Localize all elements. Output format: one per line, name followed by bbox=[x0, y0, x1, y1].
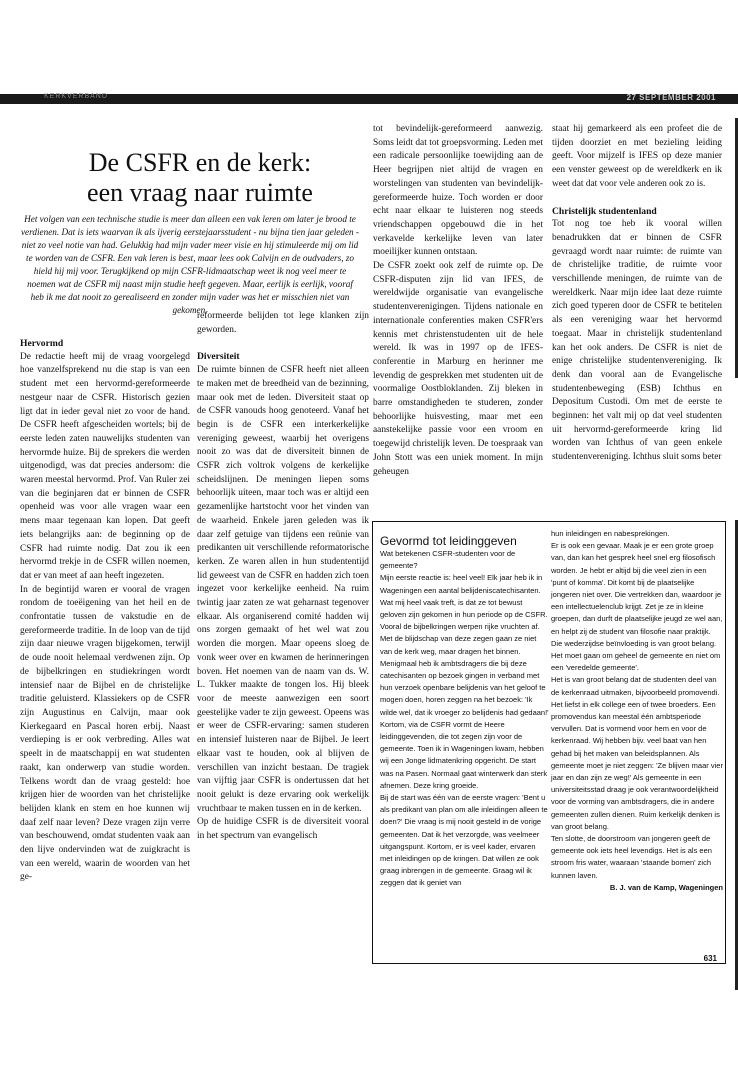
sidebar-text: Het is van groot belang dat de studenten deel van de kerkenraad uitmaken, bijvoorbeeld promovendi. Het liefst in elk college een of twee broeders. Een promovendus kan meestal één ambtsperiode vervullen. Dat is vormend voor hem en voor de kerkenraad. Wij hebben bijv. veel baat van hen gehad bij het maken van beleidsplannen. Als gemeente moet je niet zeggen: 'Ze blijven maar vier jaar en dan zijn ze weg!' Als gemeente in een universiteitsstad draag je ook verantwoordelijkheid voor de vorming van ambtsdragers, die in andere gemeenten zullen dienen. Ruim kerkelijk denken is van groot belang. bbox=[551, 675, 723, 831]
header-bar bbox=[0, 94, 738, 104]
paragraph: De redactie heeft mij de vraag voorgelegd hoe vanzelfsprekend nu die stap is van een student met een hervormd-gereformeerde nestgeur naar de CSFR. Historisch gezien ligt dat in ieder geval niet zo voor de hand. De CSFR heeft afgescheiden wortels; bij de eerste leden zaten nauwelijks studenten van hervormde huize. Bij de sprekers die werden uitgenodigd, was dat precies andersom: die waren meestal hervormd. Prof. Van Ruler zei van die beginjaren dat er binnen de CSFR openheid was voor alle vragen waar een mens maar tegenaan kan lopen. Dat geeft iets belangrijks aan: de beginning op de CSFR had ruimte nodig. Dat zou ik een hervormd trekje in de CSFR willen noemen, dat er van meet af aan heeft ingezeten. bbox=[20, 351, 190, 581]
sidebar-answer: Mijn eerste reactie is: heel veel! Elk jaar heb ik in Wageningen een aantal belijdeniscatechisanten. Wat mij heel vaak treft, is dat ze tot bewust geloven zijn gekomen in hun periode op de CSFR. Vooral de bijbelkringen werpen rijke vruchten af. Met de blijdschap van deze zegen gaan ze niet van de kerk weg, maar dragen het binnen. Menigmaal heb ik ambtsdragers die bij deze catechisanten op bezoek gingen in verband met hun verzoek openbare belijdenis van het geloof te mogen doen, horen zeggen na het bezoek: 'Ik wilde wel, dat ik vroeger zo belijdenis had gedaan!' Kortom, via de CSFR vormt de Heere leidinggevenden, die tot zegen zijn voor de gemeente. Toen ik in Wageningen kwam, hebben wij een Jonge lidmatenkring opgericht. De start was na Pasen. Normaal gaat winterwerk dan sterk afnemen. Deze kring groeide. bbox=[380, 573, 549, 790]
article-intro: Het volgen van een technische studie is meer dan alleen een vak leren om later je brood te verdienen. Dat is iets waarvan ik als ijverig eerstejaarsstudent - nu bijna tien jaar geleden - niet zo veel notie van had. Gelukkig had mijn vader meer visie en hij stimuleerde mij om lid te worden van de CSFR. Een vak leren is best, maar lees ook Calvijn en de oudvaders, zo hield hij mij voor. Terugkijkend op mijn CSFR-lidmaatschap weet ik nog veel meer te noemen wat de CSFR mij naast mijn studie heeft gegeven. Maar, eerlijk is eerlijk, vooraf heb ik me dat nooit zo gerealiseerd en zonder mijn vader was het er misschien niet van gekomen. bbox=[20, 214, 359, 315]
paragraph: In de begintijd waren er vooral de vragen rondom de toeëigening van het heil en de confrontatie tussen de vakstudie en de gereformeerde traditie. In de loop van de tijd zijn daar nieuwe vragen bijgekomen, terwijl de oude nooit helemaal verdwenen zijn. Op de bijbelkringen en studiekringen wordt intensief naar de Bijbel en de christelijke traditie geluisterd. Klassiekers op de CSFR zijn Augustinus en Calvijn, maar ook Kierkegaard en Pascal horen erbij. Naast verdieping is er ook verbreding. Alles wat speelt in de maatschappij en wat studenten raakt, kan onderwerp van studie worden. Telkens wordt dan de vraag gesteld: hoe krijgen hier de woorden van het christelijke belijden klank en stem en hoe kunnen wij daaf zelf naar leven? Deze vragen zijn verre van beschouwend, omdat studenten vaak aan den lijve ondervinden wat de zuigkracht is van een wereld, waarin de woorden van het ge- bbox=[20, 584, 190, 883]
paragraph: staat hij gemarkeerd als een profeet die de tijden doorziet en met bezieling leiding geeft. Voor mijzelf is IFES op deze manier een venster geweest op de wereldkerk en ik weet dat dat voor vele anderen ook zo is. bbox=[552, 124, 722, 189]
section-label: KERKVERBAND bbox=[44, 93, 108, 100]
column-4 bbox=[552, 123, 722, 465]
sidebar-question: Bij de start was één van de eerste vragen: 'Bent u als predikant van plan om alle inleidingen alleen te doen?' Die vraag is mij nooit gesteld in de vorige gemeenten. Dat ik het verzorgde, was veelmeer uitgangspunt. Kortom, er is veel kader, ervaren met inleidingen op de kringen. Dat willen ze ook graag inbrengen in de gemeente. Graag wil ik zeggen dat ik geniet van bbox=[380, 793, 548, 888]
issue-date: 27 SEPTEMBER 2001 bbox=[626, 93, 716, 102]
sidebar-column-2 bbox=[551, 528, 723, 894]
page-number: 631 bbox=[703, 954, 717, 963]
sidebar-text: Ten slotte, de doorstroom van jongeren geeft de gemeente ook iets heel levendigs. Het is als een stroom fris water, waaraan 'staande bomen' zich kunnen laven. bbox=[551, 834, 712, 880]
heading-diversiteit: Diversiteit bbox=[197, 351, 240, 363]
column-1 bbox=[20, 337, 190, 885]
column-3 bbox=[373, 123, 543, 479]
article-title bbox=[40, 148, 360, 208]
paragraph: De CSFR zoekt ook zelf de ruimte op. De CSFR-disputen zijn lid van IFES, de wereldwijde organisatie van evangelische studentenverenigingen. Tijdens nationale en internationale conferenties maken CSFR'ers kennis met christenstudenten uit de hele wereld. Ik was in 1997 op de IFES-conferentie in Marburg en herinner me levendig de gesprekken met studenten uit de voormalige Oostbloklanden. Zij bleken in barre omstandigheden te studeren, zonder behoorlijke huisvesting, maar met een aanstekelijke passie voor een vroom en toegewijd christelijk leven. De toespraak van John Stott was een uniek moment. In mijn geheugen bbox=[373, 261, 543, 477]
heading-christelijk-studentenland: Christelijk studentenland bbox=[552, 205, 657, 217]
sidebar-box bbox=[372, 521, 726, 964]
sidebar-column-1 bbox=[380, 548, 550, 890]
sidebar-text: Er is ook een gevaar. Maak je er een grote groep van, dan kan het gesprek heel snel erg filosofisch worden. Je hebt er altijd bij die veel zien in een 'punt of komma'. Dit komt bij de plaatselijke jongeren niet over. Die vertrekken dan, waardoor je een intellectuelenclub krijgt. Zet je ze in kleine groepen, dan durft de plaatselijke jeugd ze wel aan, en helpt zij de student van filosofie naar praktijk. Die wederzijdse beïnvloeding is van groot belang. Het moet gaan om geheel de gemeente en niet om een 'veredelde gemeente'. bbox=[551, 541, 723, 673]
title-line-2: een vraag naar ruimte bbox=[87, 178, 313, 207]
sidebar-signature: B. J. van de Kamp, Wageningen bbox=[609, 882, 723, 892]
sidebar-text: hun inleidingen en nabesprekingen. bbox=[551, 529, 670, 538]
paragraph: reformeerde belijden tot lege klanken zijn geworden. bbox=[197, 311, 369, 335]
column-2 bbox=[197, 310, 369, 844]
title-line-1: De CSFR en de kerk: bbox=[88, 148, 312, 177]
paragraph: tot bevindelijk-gereformeerd aanwezig. Soms leidt dat tot groepsvorming. Leden met een radicale persoonlijke toewijding aan de Heer begrijpen niet altijd de vragen en worstelingen van studenten van bevindelijk-gereformeerde huize. Toch worden er door echt naar elkaar te luisteren nog steeds vriendschappen opgebouwd die in het verkavelde kerkelijke leven van later moeilijker kunnen ontstaan. bbox=[373, 124, 543, 258]
paragraph: De ruimte binnen de CSFR heeft niet alleen te maken met de breedheid van de bezinning, maar ook met de leden. Diversiteit staat op de CSFR vanouds hoog genoteerd. Vanaf het begin is de CSFR een interkerkelijke vereniging geweest, waarbij het overigens nooit zo was dat de diversiteit binnen de CSFR zich voltrok volgens de kerkelijke scheidslijnen. De meningen liepen soms behoorlijk uiteen, maar toch was er altijd een gezamenlijke hartstocht voor het vinden van de waarheid. Enkele jaren geleden was ik daar zelf getuige van tijdens een reünie van predikanten uit verschillende reformatorische kerken. Ze waren allen in hun studententijd lid geweest van de CSFR en hadden zich toen ingezet voor kerkelijke eenheid. Na ruim twintig jaar zaten ze wat geharnast tegenover elkaar. Als organiserend comité hadden wij ons zorgen gemaakt of het wel wat zou worden die morgen. Maar opeens sloeg de vonk weer over en kwamen de herinneringen boven. Het noemen van de naam van ds. W. L. Tukker maakte de tongen los. Hij bleek voor de meeste aanwezigen een soort geestelijke vader te zijn geweest. Opeens was er weer de CSFR-ervaring: samen studeren en intensief luisteren naar de Bijbel. Je leert elkaar vast te houden, ook al blijven de verschillen van inzicht bestaan. De tragiek van vijftig jaar CSFR is ondertussen dat het nooit gelukt is deze ervaring ook werkelijk vruchtbaar te maken tussen en in de kerken. bbox=[197, 365, 369, 814]
paragraph: Tot nog toe heb ik vooral willen benadrukken dat er binnen de CSFR gevraagd wordt naar ruimte: de ruimte van de christelijke traditie, de ruimte voor verschillende meningen, de ruimte van de wereldkerk. Naar mijn idee laat deze ruimte zich goed typeren door de CSFR te betitelen als een vereniging waar het hervormd toegaat. Maar in christelijk studentenland kan het ook anders. De CSFR is niet de enige christelijke studentenvereniging. Ik denk dan vooral aan de Evangelische studentenbeweging (ESB) Ichthus en Depositum Custodi. Om met de eerste te beginnen: het valt mij op dat veel studenten uit hervormd-gereformeerde kring lid worden van Ichthus of van geen enkele studentenvereniging. Ichthus sluit soms beter bbox=[552, 219, 722, 463]
paragraph: Op de huidige CSFR is de diversiteit vooral in het spectrum van evangelisch bbox=[197, 817, 369, 842]
sidebar-question: Wat betekenen CSFR-studenten voor de gemeente? bbox=[380, 549, 516, 571]
heading-hervormd: Hervormd bbox=[20, 338, 64, 349]
sidebar-title: Gevormd tot leidinggeven bbox=[380, 534, 517, 548]
